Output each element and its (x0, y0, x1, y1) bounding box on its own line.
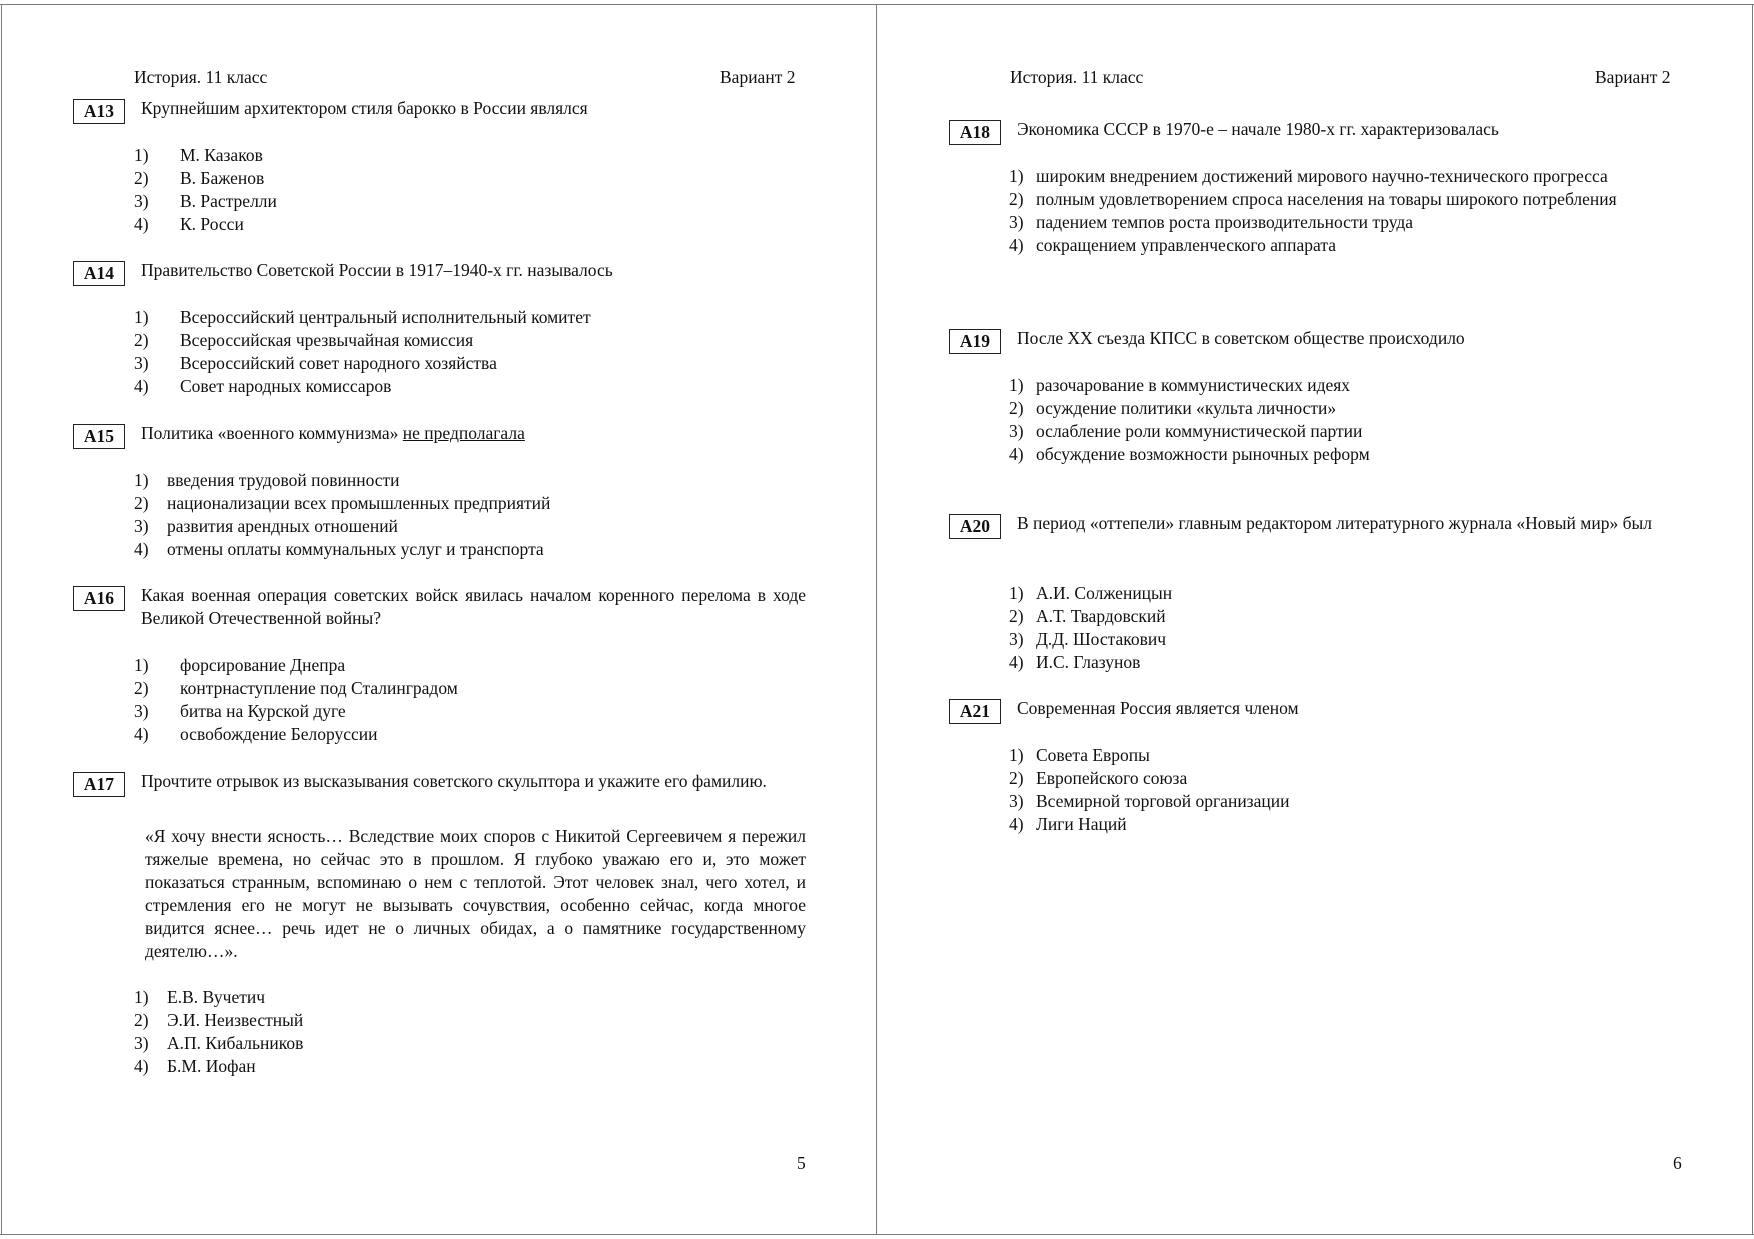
answer-option[interactable] (134, 144, 806, 167)
answer-option[interactable] (134, 167, 806, 190)
quote-block: «Я хочу внести ясность… Вследствие моих споров с Никитой Сергеевичем я пережил тяжелые времена, но сейчас это в прошлом. Я глубоко уважаю его и, это может показаться странным, вспоминаю о нем с теплотой. Этот человек знал, чего хотел, и стремления его не могут не вызывать сочувствия, особенно сейчас, когда многое видится яснее… речь идет не о личных обидах, а о памятнике государственному деятелю…». (145, 826, 806, 961)
option-text: осуждение политики «культа личности» (1036, 398, 1337, 418)
answer-option[interactable] (134, 469, 806, 492)
option-text: контрнаступление под Сталинградом (180, 678, 458, 698)
answer-option[interactable] (1009, 165, 1651, 188)
option-text: ослабление роли коммунистической партии (1036, 421, 1363, 441)
answer-option[interactable] (1009, 605, 1651, 628)
question-number-badge: A21 (949, 699, 1001, 724)
option-number: 3) (134, 701, 149, 721)
answer-option[interactable] (134, 352, 806, 375)
option-text: Б.М. Иофан (167, 1056, 256, 1076)
answer-option[interactable] (1009, 443, 1651, 466)
answer-option[interactable] (134, 190, 806, 213)
option-text: широким внедрением достижений мирового научно-технического прогресса (1036, 166, 1608, 186)
answer-options (134, 306, 806, 398)
answer-option[interactable] (1009, 211, 1651, 234)
answer-option[interactable] (1009, 767, 1651, 790)
subject-label: История. 11 класс (1010, 67, 1144, 87)
option-text: Всероссийский совет народного хозяйства (180, 353, 497, 373)
option-number: 2) (134, 330, 149, 350)
answer-option[interactable] (134, 1032, 806, 1055)
answer-option[interactable] (1009, 813, 1651, 836)
option-number: 1) (134, 987, 149, 1007)
answer-option[interactable] (134, 538, 806, 561)
question-number-badge: A16 (73, 586, 125, 611)
variant-label: Вариант 2 (720, 67, 796, 87)
option-text: развития арендных отношений (167, 516, 398, 536)
option-number: 3) (134, 353, 149, 373)
answer-option[interactable] (134, 1009, 806, 1032)
option-text: разочарование в коммунистических идеях (1036, 375, 1351, 395)
question-text (141, 422, 806, 445)
option-text: введения трудовой повинности (167, 470, 400, 490)
answer-options (134, 469, 806, 561)
option-number: 1) (134, 655, 149, 675)
answer-options (134, 654, 806, 746)
option-text: сокращением управленческого аппарата (1036, 235, 1336, 255)
question-text: Прочтите отрывок из высказывания советского скульптора и укажите его фамилию. (141, 771, 767, 791)
answer-options (1009, 374, 1651, 466)
question-number-badge: A15 (73, 424, 125, 449)
option-number: 3) (134, 1033, 149, 1053)
option-text: Лиги Наций (1036, 814, 1127, 834)
answer-option[interactable] (1009, 234, 1651, 257)
option-number: 3) (1009, 791, 1024, 811)
question-text-main: Политика «военного коммунизма» (141, 423, 399, 443)
question-number-badge: A13 (73, 99, 125, 124)
answer-option[interactable] (134, 654, 806, 677)
answer-option[interactable] (1009, 651, 1651, 674)
option-text: А.И. Солженицын (1036, 583, 1173, 603)
option-number: 1) (134, 470, 149, 490)
option-number: 2) (1009, 398, 1024, 418)
option-text: национализации всех промышленных предприятий (167, 493, 551, 513)
answer-option[interactable] (134, 213, 806, 236)
answer-options (1009, 744, 1651, 836)
option-number: 2) (134, 493, 149, 513)
option-number: 3) (134, 191, 149, 211)
question-number-badge: A18 (949, 120, 1001, 145)
option-number: 2) (134, 678, 149, 698)
option-text: освобождение Белоруссии (180, 724, 378, 744)
option-text: падением темпов роста производительности труда (1036, 212, 1414, 232)
option-number: 1) (134, 145, 149, 165)
question-number-badge: A20 (949, 514, 1001, 539)
question-text: Современная Россия является членом (1017, 698, 1299, 718)
option-number: 4) (134, 376, 149, 396)
option-text: обсуждение возможности рыночных реформ (1036, 444, 1370, 464)
answer-option[interactable] (1009, 374, 1651, 397)
page-header (0, 66, 876, 90)
question-number-badge: A14 (73, 261, 125, 286)
option-text: Э.И. Неизвестный (167, 1010, 304, 1030)
answer-option[interactable] (1009, 628, 1651, 651)
answer-options (1009, 165, 1651, 257)
question-text: Крупнейшим архитектором стиля барокко в России являлся (141, 98, 588, 118)
option-text: Совет народных комиссаров (180, 376, 392, 396)
answer-option[interactable] (134, 700, 806, 723)
option-number: 2) (1009, 606, 1024, 626)
option-number: 4) (134, 1056, 149, 1076)
option-number: 1) (1009, 583, 1024, 603)
answer-options (134, 986, 806, 1078)
option-text: М. Казаков (180, 145, 263, 165)
option-number: 4) (1009, 235, 1024, 255)
question-text: После ХХ съезда КПСС в советском обществе происходило (1017, 328, 1465, 348)
question-number-badge: A17 (73, 772, 125, 797)
option-text: Всероссийский центральный исполнительный комитет (180, 307, 591, 327)
option-text: Всероссийская чрезвычайная комиссия (180, 330, 474, 350)
question-text-underlined: не предполагала (402, 423, 525, 443)
question-text: Правительство Советской России в 1917–1940-х гг. называлось (141, 260, 613, 280)
option-text: В. Растрелли (180, 191, 277, 211)
question-text: В период «оттепели» главным редактором литературного журнала «Новый мир» был (1017, 513, 1652, 533)
question-text: Какая военная операция советских войск явилась началом коренного перелома в ходе Великой Отечественной войны? (141, 585, 806, 628)
option-text: К. Росси (180, 214, 244, 234)
answer-option[interactable] (134, 306, 806, 329)
option-number: 4) (134, 724, 149, 744)
answer-option[interactable] (134, 677, 806, 700)
answer-option[interactable] (1009, 744, 1651, 767)
variant-label: Вариант 2 (1595, 67, 1671, 87)
page-number: 5 (797, 1153, 806, 1173)
answer-option[interactable] (1009, 397, 1651, 420)
answer-option[interactable] (134, 986, 806, 1009)
option-number: 2) (1009, 189, 1024, 209)
page-number: 6 (1673, 1153, 1682, 1173)
option-text: А.Т. Твардовский (1036, 606, 1166, 626)
option-text: Совета Европы (1036, 745, 1150, 765)
question-text: Экономика СССР в 1970-е – начале 1980-х гг. характеризовалась (1017, 119, 1499, 139)
answer-option[interactable] (134, 1055, 806, 1078)
answer-option[interactable] (134, 492, 806, 515)
option-text: форсирование Днепра (180, 655, 346, 675)
answer-option[interactable] (1009, 188, 1651, 211)
option-text: Европейского союза (1036, 768, 1188, 788)
option-text: битва на Курской дуге (180, 701, 346, 721)
question-number-badge: A19 (949, 329, 1001, 354)
answer-options (134, 144, 806, 236)
option-text: Е.В. Вучетич (167, 987, 266, 1007)
option-text: И.С. Глазунов (1036, 652, 1141, 672)
option-number: 1) (1009, 166, 1024, 186)
option-number: 4) (1009, 814, 1024, 834)
option-number: 1) (134, 307, 149, 327)
option-number: 3) (1009, 421, 1024, 441)
option-text: отмены оплаты коммунальных услуг и транспорта (167, 539, 544, 559)
option-number: 2) (134, 168, 149, 188)
option-number: 4) (134, 539, 149, 559)
option-number: 3) (1009, 212, 1024, 232)
page-header (877, 66, 1753, 90)
option-number: 4) (1009, 444, 1024, 464)
answer-option[interactable] (134, 329, 806, 352)
option-text: Д.Д. Шостакович (1036, 629, 1167, 649)
subject-label: История. 11 класс (134, 67, 268, 87)
option-text: Всемирной торговой организации (1036, 791, 1290, 811)
answer-option[interactable] (1009, 582, 1651, 605)
option-number: 1) (1009, 745, 1024, 765)
option-text: В. Баженов (180, 168, 265, 188)
right-page (877, 0, 1753, 1239)
answer-option[interactable] (1009, 790, 1651, 813)
option-number: 2) (134, 1010, 149, 1030)
option-number: 4) (134, 214, 149, 234)
left-page (0, 0, 876, 1239)
option-number: 3) (134, 516, 149, 536)
option-number: 4) (1009, 652, 1024, 672)
answer-option[interactable] (134, 375, 806, 398)
option-number: 2) (1009, 768, 1024, 788)
option-number: 1) (1009, 375, 1024, 395)
option-number: 3) (1009, 629, 1024, 649)
answer-options (1009, 582, 1651, 674)
answer-option[interactable] (1009, 420, 1651, 443)
answer-option[interactable] (134, 723, 806, 746)
option-text: А.П. Кибальников (167, 1033, 304, 1053)
option-text: полным удовлетворением спроса населения на товары широкого потребления (1036, 189, 1617, 209)
answer-option[interactable] (134, 515, 806, 538)
